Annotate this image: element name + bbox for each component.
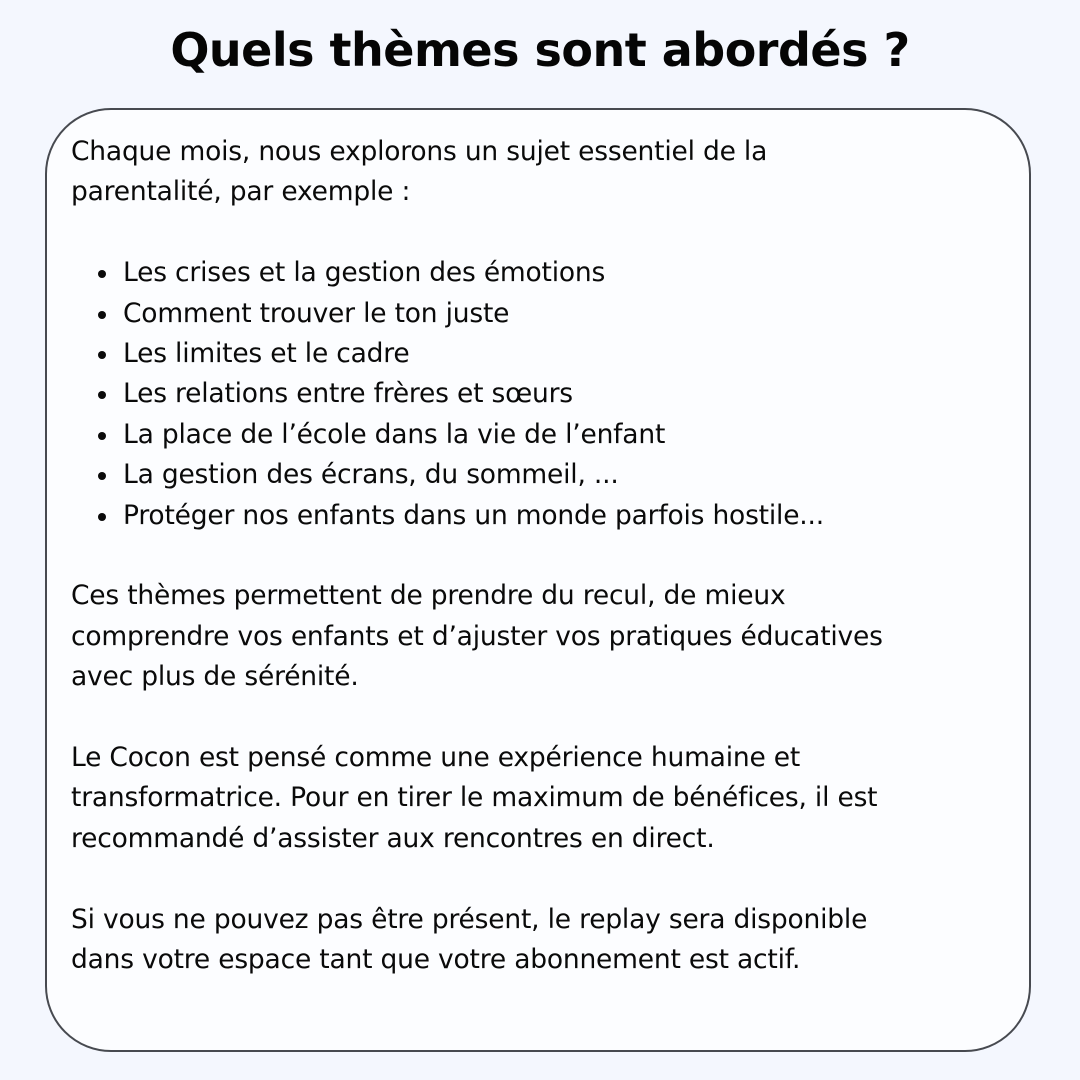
theme-label: Protéger nos enfants dans un monde parfois hostile... xyxy=(123,499,824,531)
cocon-line: Le Cocon est pensé comme une expérience humaine et xyxy=(71,742,801,774)
intro-line: parentalité, par exemple : xyxy=(71,176,411,208)
bullet-icon xyxy=(98,472,106,480)
theme-label: Les crises et la gestion des émotions xyxy=(123,257,606,289)
theme-item xyxy=(71,294,1021,334)
intro-paragraph xyxy=(71,132,1021,213)
spacer xyxy=(71,698,1021,738)
benefits-line: Ces thèmes permettent de prendre du recul, de mieux xyxy=(71,580,786,612)
theme-label: Comment trouver le ton juste xyxy=(123,297,510,329)
theme-label: La place de l’école dans la vie de l’enfant xyxy=(123,418,666,450)
page-title: Quels thèmes sont abordés ? xyxy=(170,23,910,77)
benefits-paragraph xyxy=(71,576,1021,697)
theme-label: Les relations entre frères et sœurs xyxy=(123,378,573,410)
cocon-paragraph xyxy=(71,738,1021,859)
theme-item xyxy=(71,415,1021,455)
bullet-icon xyxy=(98,311,106,319)
benefits-line: avec plus de sérénité. xyxy=(71,661,359,693)
themes-card xyxy=(45,108,1031,1052)
theme-item xyxy=(71,455,1021,495)
bullet-icon xyxy=(98,432,106,440)
theme-item xyxy=(71,334,1021,374)
spacer xyxy=(71,536,1021,576)
bullet-icon xyxy=(98,513,106,521)
cocon-line: recommandé d’assister aux rencontres en direct. xyxy=(71,822,715,854)
theme-item xyxy=(71,253,1021,293)
spacer xyxy=(71,213,1021,253)
bullet-icon xyxy=(98,270,106,278)
theme-item xyxy=(71,374,1021,414)
replay-line: Si vous ne pouvez pas être présent, le replay sera disponible xyxy=(71,903,868,935)
replay-paragraph xyxy=(71,900,1021,981)
replay-line: dans votre espace tant que votre abonnement est actif. xyxy=(71,944,801,976)
spacer xyxy=(71,859,1021,899)
theme-label: La gestion des écrans, du sommeil, ... xyxy=(123,459,619,491)
theme-label: Les limites et le cadre xyxy=(123,338,410,370)
cocon-line: transformatrice. Pour en tirer le maximum de bénéfices, il est xyxy=(71,782,878,814)
benefits-line: comprendre vos enfants et d’ajuster vos pratiques éducatives xyxy=(71,620,883,652)
bullet-icon xyxy=(98,391,106,399)
card-content xyxy=(71,132,1021,980)
theme-item xyxy=(71,496,1021,536)
themes-list xyxy=(71,253,1021,536)
intro-line: Chaque mois, nous explorons un sujet essentiel de la xyxy=(71,136,768,167)
bullet-icon xyxy=(98,351,106,359)
